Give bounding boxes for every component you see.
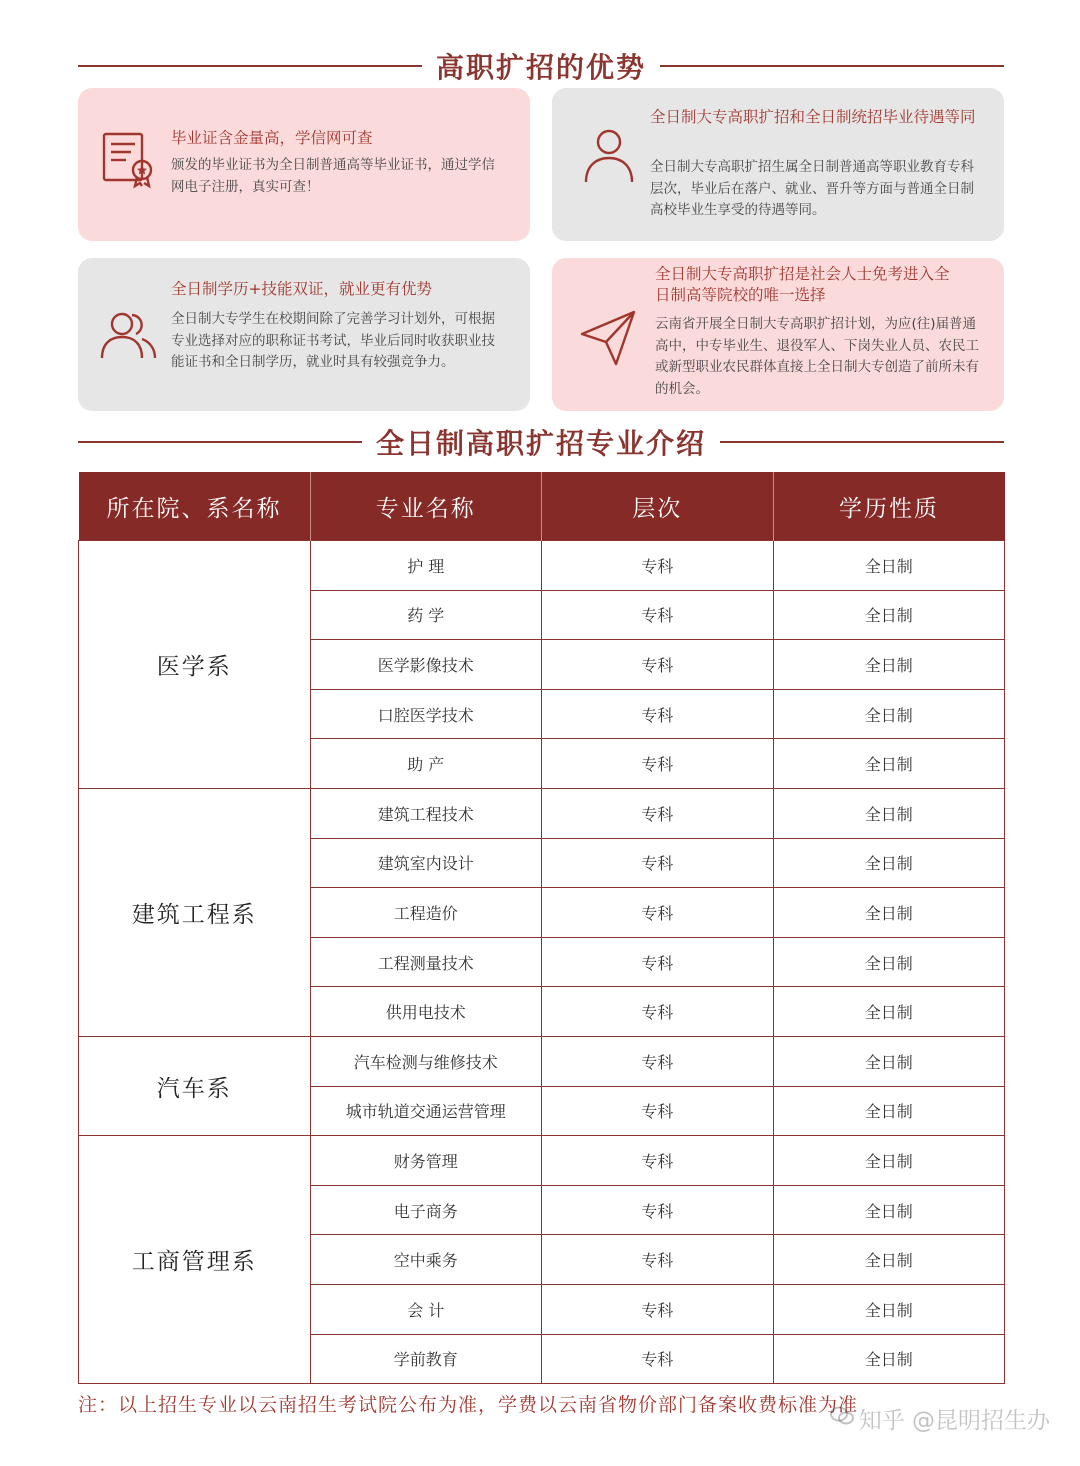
title-line-right	[720, 441, 1004, 443]
title-line-left	[78, 65, 422, 67]
card-body: 全日制大专高职扩招生属全日制普通高等职业教育专科层次，毕业后在落户、就业、晋升等方面与普通全日制高校毕业生享受的待遇等同。	[650, 159, 974, 218]
level-cell: 专科	[542, 937, 774, 987]
nature-cell: 全日制	[773, 838, 1005, 888]
watermark-text: 知乎 @昆明招生办	[858, 1408, 1050, 1434]
table-row	[79, 788, 1005, 838]
advantage-card-dual-certificate	[78, 258, 530, 411]
major-cell: 学前教育	[310, 1334, 542, 1384]
nature-cell: 全日制	[773, 788, 1005, 838]
level-cell: 专科	[542, 1086, 774, 1136]
level-cell: 专科	[542, 838, 774, 888]
nature-cell: 全日制	[773, 590, 1005, 640]
department-cell: 建筑工程系	[79, 788, 311, 1036]
header-level: 层次	[542, 472, 774, 541]
major-cell: 工程造价	[310, 888, 542, 938]
level-cell: 专科	[542, 1235, 774, 1285]
footnote: 注：以上招生专业以云南招生考试院公布为准，学费以云南省物价部门备案收费标准为准	[78, 1394, 859, 1416]
card-heading: 毕业证含金量高，学信网可查	[171, 129, 373, 147]
title-line-right	[660, 65, 1004, 67]
majors-table	[78, 472, 1005, 1384]
table-row	[79, 1136, 1005, 1186]
department-cell: 工商管理系	[79, 1136, 311, 1384]
nature-cell: 全日制	[773, 888, 1005, 938]
level-cell: 专科	[542, 541, 774, 591]
table-row	[79, 541, 1005, 591]
department-cell: 汽车系	[79, 1036, 311, 1135]
major-cell: 建筑工程技术	[310, 788, 542, 838]
nature-cell: 全日制	[773, 1136, 1005, 1186]
department-cell: 医学系	[79, 541, 311, 789]
major-cell: 医学影像技术	[310, 640, 542, 690]
nature-cell: 全日制	[773, 640, 1005, 690]
title-line-left	[78, 441, 362, 443]
nature-cell: 全日制	[773, 689, 1005, 739]
level-cell: 专科	[542, 1136, 774, 1186]
nature-cell: 全日制	[773, 1235, 1005, 1285]
card-heading: 全日制大专高职扩招和全日制统招毕业待遇等同	[650, 108, 976, 126]
level-cell: 专科	[542, 1036, 774, 1086]
header-department: 所在院、系名称	[79, 472, 311, 541]
major-cell: 电子商务	[310, 1185, 542, 1235]
major-cell: 供用电技术	[310, 987, 542, 1037]
level-cell: 专科	[542, 1284, 774, 1334]
table-header-row	[79, 472, 1005, 541]
certificate-icon	[98, 128, 160, 190]
header-major: 专业名称	[310, 472, 542, 541]
nature-cell: 全日制	[773, 1284, 1005, 1334]
major-cell: 会 计	[310, 1284, 542, 1334]
major-cell: 工程测量技术	[310, 937, 542, 987]
card-heading: 全日制大专高职扩招是社会人士免考进入全日制高等院校的唯一选择	[655, 265, 950, 304]
header-nature: 学历性质	[773, 472, 1005, 541]
paper-plane-icon	[578, 306, 640, 368]
section-title-advantages	[78, 46, 1004, 86]
watermark	[829, 1402, 1050, 1435]
level-cell: 专科	[542, 739, 774, 789]
chat-bubble-icon	[829, 1405, 855, 1433]
card-heading: 全日制学历+技能双证，就业更有优势	[171, 280, 432, 298]
advantage-card-equal-treatment	[552, 88, 1004, 241]
nature-cell: 全日制	[773, 1185, 1005, 1235]
nature-cell: 全日制	[773, 987, 1005, 1037]
major-cell: 口腔医学技术	[310, 689, 542, 739]
level-cell: 专科	[542, 788, 774, 838]
level-cell: 专科	[542, 590, 774, 640]
level-cell: 专科	[542, 888, 774, 938]
section-title-text: 全日制高职扩招专业介绍	[376, 427, 707, 460]
card-body: 云南省开展全日制大专高职扩招计划，为应(往)届普通高中，中专毕业生、退役军人、下岗失业人员、农民工或新型职业农民群体直接上全日制大专创造了前所未有的机会。	[655, 316, 979, 397]
nature-cell: 全日制	[773, 541, 1005, 591]
nature-cell: 全日制	[773, 1086, 1005, 1136]
section-title-majors	[78, 422, 1004, 462]
nature-cell: 全日制	[773, 1036, 1005, 1086]
major-cell: 药 学	[310, 590, 542, 640]
nature-cell: 全日制	[773, 1334, 1005, 1384]
card-body: 全日制大专学生在校期间除了完善学习计划外，可根据专业选择对应的职称证书考试，毕业后同时收获职业技能证书和全日制学历，就业时具有较强竞争力。	[171, 311, 495, 370]
major-cell: 建筑室内设计	[310, 838, 542, 888]
nature-cell: 全日制	[773, 937, 1005, 987]
group-icon	[98, 304, 160, 366]
advantage-card-exam-free	[552, 258, 1004, 411]
table-row	[79, 1036, 1005, 1086]
card-body: 颁发的毕业证书为全日制普通高等毕业证书，通过学信网电子注册，真实可查！	[171, 157, 495, 195]
level-cell: 专科	[542, 640, 774, 690]
level-cell: 专科	[542, 1185, 774, 1235]
table-body	[79, 541, 1005, 1384]
major-cell: 护 理	[310, 541, 542, 591]
major-cell: 空中乘务	[310, 1235, 542, 1285]
person-icon	[578, 124, 640, 186]
advantage-card-certificate	[78, 88, 530, 241]
level-cell: 专科	[542, 1334, 774, 1384]
major-cell: 助 产	[310, 739, 542, 789]
major-cell: 财务管理	[310, 1136, 542, 1186]
major-cell: 城市轨道交通运营管理	[310, 1086, 542, 1136]
level-cell: 专科	[542, 987, 774, 1037]
major-cell: 汽车检测与维修技术	[310, 1036, 542, 1086]
nature-cell: 全日制	[773, 739, 1005, 789]
section-title-text: 高职扩招的优势	[436, 51, 647, 84]
level-cell: 专科	[542, 689, 774, 739]
